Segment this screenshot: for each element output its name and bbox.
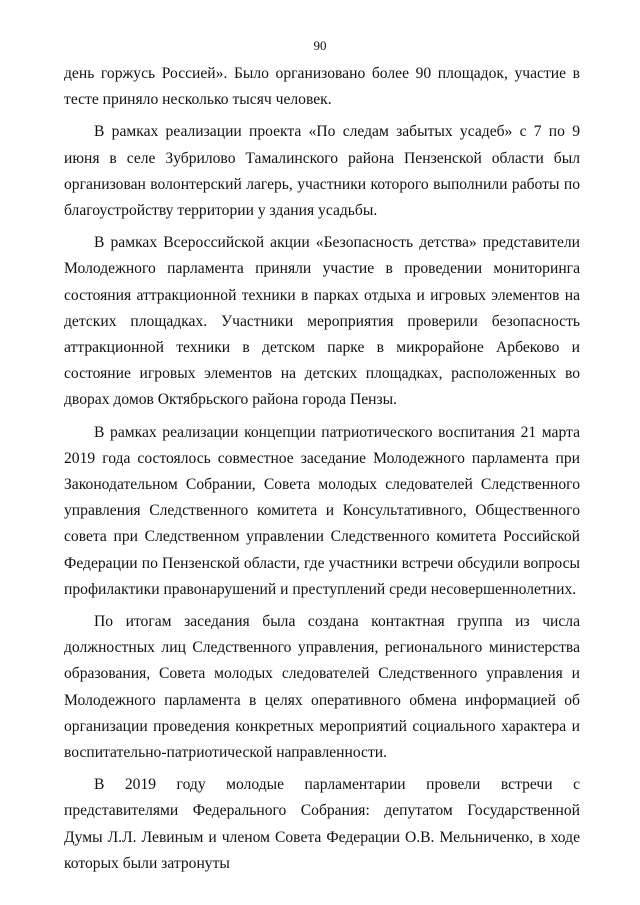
paragraph-joint-meeting: В рамках реализации концепции патриотического воспитания 21 марта 2019 года состоялось совместное заседание Молодежного парламента при Законодательном Собрании, Совета молодых следователей Следственного управления Следственного комитета и Консультативного, Общественного совета при Следственном управлении Следственного комитета Российской Федерации по Пензенской области, где участники встречи обсудили вопросы профилактики правонарушений и преступлений среди несовершеннолетних. — [64, 423, 580, 598]
paragraph-continuation: день горжусь Россией». Было организовано более 90 площадок, участие в тесте приняло несколько тысяч человек. — [64, 65, 580, 109]
body-text — [64, 61, 580, 883]
paragraph-childhood-safety: В рамках Всероссийской акции «Безопасность детства» представители Молодежного парламента приняли участие в проведении мониторинга состояния аттракционной техники в парках отдыха и игровых элементов на детских площадках. Участники мероприятия проверили безопасность аттракционной техники в детском парке в микрорайоне Арбеково и состояние игровых элементов на детских площадках, расположенных во дворах домов Октябрьского района города Пензы. — [64, 234, 580, 409]
paragraph-federal-meetings: В 2019 году молодые парламентарии провели встречи с представителями Федерального Собрания: депутатом Государственной Думы Л.Л. Левиным и членом Совета Федерации О.В. Мельниченко, в ходе которых были затронуты — [64, 776, 580, 872]
paragraph-estates-project: В рамках реализации проекта «По следам забытых усадеб» с 7 по 9 июня в селе Зубрилово Тамалинского района Пензенской области был организован волонтерский лагерь, участники которого выполнили работы по благоустройству территории у здания усадьбы. — [64, 123, 580, 220]
page-number: 90 — [313, 38, 327, 53]
paragraph-contact-group: По итогам заседания была создана контактная группа из числа должностных лиц Следственного управления, регионального министерства образования, Совета молодых следователей Следственного управления и Молодежного парламента в целях оперативного обмена информацией об организации проведения конкретных мероприятий социального характера и воспитательно-патриотической направленности. — [64, 613, 580, 762]
